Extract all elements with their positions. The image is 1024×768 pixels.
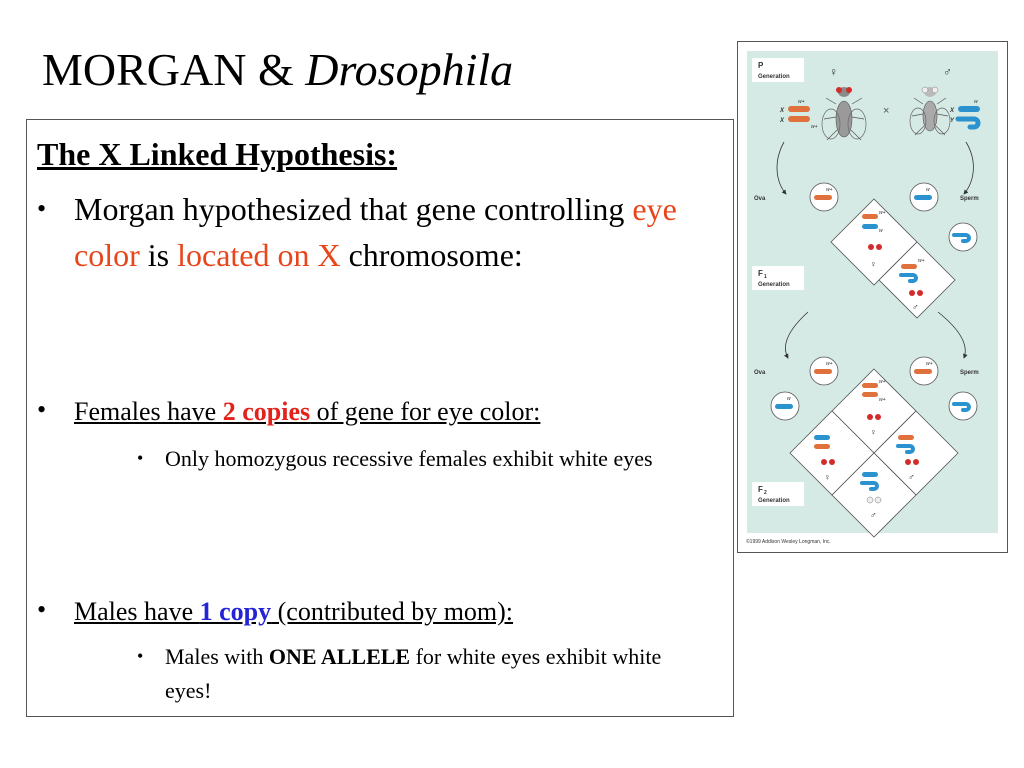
sperm-label: Sperm bbox=[960, 370, 979, 376]
label-p: P bbox=[758, 61, 764, 70]
bullet-dot: • bbox=[37, 595, 47, 624]
copyright-text: ©1999 Addison Wesley Longman, Inc. bbox=[746, 539, 831, 545]
allele-label: w+ bbox=[811, 124, 818, 130]
male-symbol-icon: ♂ bbox=[943, 65, 952, 79]
text-fragment: chromosome: bbox=[340, 237, 523, 273]
bullet-dot: • bbox=[137, 448, 144, 468]
female-symbol-icon: ♀ bbox=[824, 472, 831, 482]
male-symbol-icon: ♂ bbox=[912, 302, 919, 312]
allele-label: w bbox=[926, 187, 930, 193]
section-heading: The X Linked Hypothesis: bbox=[37, 136, 398, 172]
label-subscript: 2 bbox=[764, 490, 767, 496]
cross-diagram bbox=[738, 42, 1007, 552]
eye-color-highlight: eye color bbox=[74, 191, 677, 273]
allele-label: w bbox=[974, 99, 978, 105]
text-fragment: Males with bbox=[165, 644, 269, 669]
one-copy-highlight: 1 copy bbox=[199, 597, 272, 626]
text-fragment: Females have bbox=[74, 397, 223, 426]
text-fragment: (contributed by mom): bbox=[271, 597, 514, 626]
bullet-dot: • bbox=[137, 646, 144, 666]
label-generation: Generation bbox=[758, 74, 790, 80]
bullet-dot: • bbox=[37, 194, 47, 223]
text-fragment: Morgan hypothesized that gene controlling bbox=[74, 191, 633, 227]
allele-label: w+ bbox=[826, 361, 833, 367]
allele-label: w+ bbox=[879, 379, 886, 385]
text-fragment: Males have bbox=[74, 597, 200, 626]
p-generation-label bbox=[752, 58, 804, 82]
allele-label: w+ bbox=[798, 99, 805, 105]
sub-bullet-males-text bbox=[165, 640, 685, 708]
location-highlight: located on X bbox=[177, 237, 341, 273]
male-symbol-icon: ♂ bbox=[870, 510, 877, 520]
label-generation: Generation bbox=[758, 498, 790, 504]
label-f: F bbox=[758, 485, 763, 494]
allele-label: w+ bbox=[879, 210, 886, 216]
sperm-label: Sperm bbox=[960, 196, 979, 202]
sub-bullet-females-text: Only homozygous recessive females exhibit white eyes bbox=[165, 446, 653, 471]
f2-generation-label bbox=[752, 482, 804, 506]
x-label: X bbox=[780, 118, 785, 124]
x-label: X bbox=[950, 108, 955, 114]
female-symbol-icon: ♀ bbox=[870, 259, 877, 269]
y-label: Y bbox=[950, 118, 955, 124]
slide-title bbox=[42, 40, 513, 100]
two-copies-highlight: 2 copies bbox=[222, 397, 311, 426]
allele-label: w bbox=[879, 228, 883, 234]
bullet-dot: • bbox=[37, 395, 47, 424]
allele-label: w+ bbox=[918, 258, 925, 264]
allele-label: w bbox=[787, 396, 791, 402]
title-plain: MORGAN & bbox=[42, 44, 306, 95]
female-symbol-icon: ♀ bbox=[870, 427, 877, 437]
label-f: F bbox=[758, 269, 763, 278]
one-allele-bold: ONE ALLELE bbox=[268, 644, 411, 669]
content-box bbox=[26, 119, 734, 717]
label-generation: Generation bbox=[758, 282, 790, 288]
female-symbol-icon: ♀ bbox=[829, 65, 838, 79]
allele-label: w+ bbox=[826, 187, 833, 193]
x-label: X bbox=[780, 108, 785, 114]
inheritance-figure bbox=[737, 41, 1008, 553]
text-fragment: for white eyes exhibit white eyes! bbox=[165, 644, 662, 703]
cross-symbol-icon: × bbox=[883, 105, 890, 117]
title-italic: Drosophila bbox=[305, 44, 514, 95]
bullet-males-text bbox=[74, 592, 684, 632]
ova-label: Ova bbox=[754, 370, 766, 376]
text-fragment: is bbox=[139, 237, 178, 273]
allele-label: w+ bbox=[879, 397, 886, 403]
bullet-females-text bbox=[74, 392, 684, 432]
male-symbol-icon: ♂ bbox=[908, 472, 915, 482]
ova-label: Ova bbox=[754, 196, 766, 202]
label-subscript: 1 bbox=[764, 274, 767, 280]
bullet-hypothesis-text bbox=[74, 186, 684, 278]
f1-generation-label bbox=[752, 266, 804, 290]
allele-label: w+ bbox=[926, 361, 933, 367]
text-fragment: of gene for eye color: bbox=[310, 397, 541, 426]
